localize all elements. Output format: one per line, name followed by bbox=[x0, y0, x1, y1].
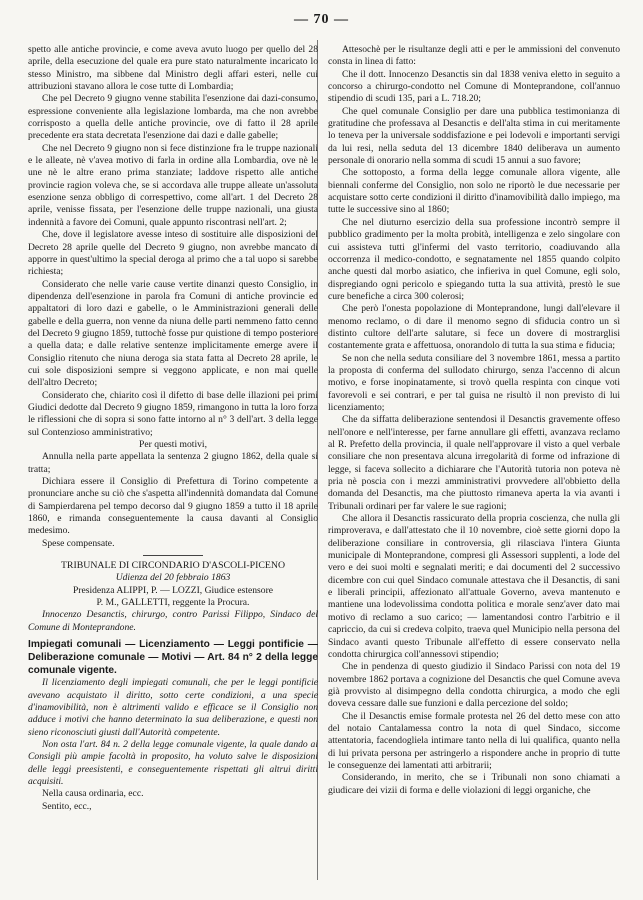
right-column bbox=[328, 44, 620, 797]
section-divider bbox=[143, 555, 203, 556]
closing-line: Sentito, ecc., bbox=[42, 800, 92, 812]
public-ministry: P. M., GALLETTI, reggente la Procura. bbox=[96, 597, 250, 609]
paragraph: Considerato che, chiarito così il difetto di base delle illazioni pei primi Giudici dedotte dal Decreto 9 giugno 1859, rimangono in tutta la loro forza le riflessioni che di sopra si sono fatte intorno al n° 3 dell'art. 3 della legge sul Contenzioso amministrativo; bbox=[28, 389, 318, 438]
hearing-date: Udienza del 20 febbraio 1863 bbox=[115, 572, 231, 584]
paragraph: Che pel Decreto 9 giugno venne stabilita l'esenzione dai dazi-consumo, espressione conveniente alla legislazione lombarda, ma che non avrebbe corrisposto a quella delle antiche provincie, ove di fatto il 28 aprile precedente era stata decretata l'esenzione dai dazi e dalle gabelle; bbox=[28, 93, 318, 142]
paragraph: Spese compensate. bbox=[42, 537, 115, 549]
paragraph: Che sottoposto, a forma della legge comunale allora vigente, alle biennali conferme del Consiglio, non solo ne riportò le due necessarie per acquistare sotto certe condizioni il diritto d'inamovibilità dallo impiego, ma tutte le successive sino al 1860; bbox=[328, 167, 620, 216]
paragraph: Che, dove il legislatore avesse inteso di sostituire alle disposizioni del Decreto 28 aprile quelle del Decreto 9 giugno, non avrebbe mancato di apporre in quest'ultimo la special deroga al primo che a tal uopo si sarebbe richiesta; bbox=[28, 229, 318, 278]
paragraph: Dichiara essere il Consiglio di Prefettura di Torino competente a pronunciare anche su ciò che s'aspetta all'indennità domandata dal Comune di Sampierdarena pel tempo decorso dal 9 giugno 1859 a tutto il 18 aprile 1860, e rimanda conseguentemente la causa davanti al Consiglio medesimo. bbox=[28, 476, 318, 537]
presidency: Presidenza ALIPPI, P. — LOZZI, Giudice estensore bbox=[72, 584, 274, 596]
paragraph: Considerando, in merito, che se i Tribunali non sono chiamati a giudicare dei vizii di forma e delle violazioni di leggi organiche, che bbox=[328, 772, 620, 796]
paragraph: Che allora il Desanctis rassicurato della propria coscienza, che nulla gli rimproverava, e dall'attestato che il 10 novembre, cioè sette giorni dopo la deliberazione consiliare in controversia, gli rilasciava l'intera Giunta municipale di Monteprandone, compresi gli Assessori supplenti, a lode del vero e dei suoi molti e segnalati meriti; e dai documenti del 2 successivo dicembre con cui quel Sindaco comunale attestava che il Desanctis, di sani e liberali principii, affezionato all'attuale Governo, aveva mantenuto e mantiene una lodevolissima condotta politica e morale senz'aver dato mai motivo di reclamo a suo carico; — lamentandosi contro l'arbitrio e il capriccio, da cui si credeva colpito, traeva quel Municipio nella persona del Sindaco avanti questo Tribunale all'effetto di essere conservato nella condotta chirurgica coll'annessovi stipendio; bbox=[328, 513, 620, 660]
paragraph: spetto alle antiche provincie, e come aveva avuto luogo per quello del 28 aprile, della esecuzione del quale era pure stato naturalmente incaricato lo stesso Ministro, ma sibbene dal Ministro degli affari esteri, nelle cui attribuzioni stavano allora le cose tutte di Lombardia; bbox=[28, 44, 318, 93]
paragraph: Se non che nella seduta consiliare del 3 novembre 1861, messa a partito la proposta di conferma del sullodato chirurgo, senza l'accenno di alcun motivo, e forse inopinatamente, si trovò quella respinta con cinque voti favorevoli e sei contrari, e per tal guisa ne risultò il non previsto di lui licenziamento; bbox=[328, 352, 620, 413]
paragraph: Annulla nella parte appellata la sentenza 2 giugno 1862, della quale si tratta; bbox=[28, 451, 318, 475]
summary-paragraph: Il licenziamento degli impiegati comunali, che per le leggi pontificie avevano acquistato il diritto, sotto certe condizioni, a una specie d'inamovibilità, non è altrimenti valido e efficace se il Consiglio non adduce i motivi che hanno determinato la sua deliberazione, e questi non sieno riconosciuti giusti dall'Autorità competente. bbox=[28, 677, 318, 738]
paragraph: Che nel Decreto 9 giugno non si fece distinzione fra le truppe nazionali e le alleate, nè v'avea motivo di farla in ordine alla Lombardia, ove nè le une nè le altre erano prima stanziate; laddove rispetto alle antiche provincie ragion voleva che, se si accordava alle truppe alleate un'assoluta esenzione senza obbligo di correspettivo, come all'art. 1 del Decreto 28 aprile, venisse fissata, per l'esenzione delle truppe nazionali, una giusta indennità a favore dei Comuni, quale appunto riscontrasi nell'art. 2; bbox=[28, 142, 318, 228]
per-questi-motivi: Per questi motivi, bbox=[139, 439, 207, 450]
paragraph: Considerato che nelle varie cause vertite dinanzi questo Consiglio, in dipendenza dell'esenzione in parola fra Comuni di antiche provincie ed appaltatori di loro dazi e gabelle, o le Amministrazioni generali delle gabelle e della guerra, non venne da niuna delle parti nemmeno fatto cenno del Decreto 9 giugno 1859, tuttochè fosse pur quistione di tempo posteriore a quella data; e dalle relative sentenze implicitamente emerge avere il Consiglio ritenuto che niuna deroga sia stata fatta al Decreto 28 aprile, le cui sole disposizioni sempre si veggono applicate, e non mai quelle dell'altro Decreto; bbox=[28, 278, 318, 389]
paragraph: Che però l'onesta popolazione di Monteprandone, lungi dall'elevare il menomo reclamo, o di dare il menomo segno di sfiducia contro un sì distinto cultore dell'arte salutare, si fece un dovere di mostrarglisi costantemente grata e affettuosa, onorandolo di tutta la sua stima e fiducia; bbox=[328, 303, 620, 352]
paragraph: Che da siffatta deliberazione sentendosi il Desanctis gravemente offeso nell'onore e nell'interesse, per farne annullare gli effetti, avanzava reclamo al R. Prefetto della provincia, il quale nell'approvare il visto a quel verbale consiliare che non presentava alcuna irregolarità di forme od infrazione di legge, si faceva sollecito a dichiarare che l'Autorità tutoria non poteva nè pria nè poscia con i mezzi amministrativi provvedere all'obbietto della domanda del Desanctis, ma che piuttosto rimaneva aperta la via avanti i Tribunali ordinari per far valere le sue ragioni; bbox=[328, 414, 620, 512]
left-column bbox=[28, 44, 318, 813]
paragraph: Che il dott. Innocenzo Desanctis sin dal 1838 veniva eletto in seguito a concorso a chirurgo-condotto nel Comune di Monteprandone, coll'annuo stipendio di scudi 135, pari a L. 718.20; bbox=[328, 68, 620, 105]
page-number: — 70 — bbox=[294, 12, 349, 27]
parties: Innocenzo Desanctis, chirurgo, contro Parissi Filippo, Sindaco del Comune di Monteprandone. bbox=[28, 609, 318, 633]
closing-line: Nella causa ordinaria, ecc. bbox=[42, 788, 144, 800]
case-headnote: Impiegati comunali — Licenziamento — Leggi pontificie — Deliberazione comunale — Motivi — Art. 84 n° 2 della legge comunale vigente. bbox=[28, 639, 318, 677]
paragraph: Che in pendenza di questo giudizio il Sindaco Parissi con nota del 19 novembre 1862 portava a cognizione del Desanctis che quel Comune aveva già provvisto al disimpegno della condotta chirurgica, a modo che egli doveva cessare dalle sue funzioni e dalla percezione del soldo; bbox=[328, 661, 620, 710]
paragraph: Che nel diuturno esercizio della sua professione incontrò sempre il pubblico gradimento per la molta probità, intelligenza e zelo singolare con cui assisteva tutti gl'infermi del vasto territorio, coadiuvando alla occorrenza il medico-condotto, e segnatamente nel 1855 quando colpito anche questi dal morbo asiatico, che infieriva in quel Comune, egli solo, dispregiando ogni pericolo e spiegando tutta la sua attività, prestò le sue cure benefiche a circa 300 colerosi; bbox=[328, 216, 620, 302]
paragraph: Che il Desanctis emise formale protesta nel 26 del detto mese con atto del notaio Cantalamessa contro la nota di quel Sindaco, siccome attentatoria, facendogliela intimare tanto nella di lui qualifica, quanto nella di lui privata persona per astringerlo a rispondere anche in proprio di tutte le conseguenze dei lamentati atti arbitrarii; bbox=[328, 710, 620, 771]
tribunal-heading: TRIBUNALE DI CIRCONDARIO D'ASCOLI-PICENO bbox=[60, 560, 286, 572]
paragraph: Attesochè per le risultanze degli atti e per le ammissioni del convenuto consta in linea di fatto: bbox=[328, 44, 620, 68]
paragraph: Che quel comunale Consiglio per dare una pubblica testimonianza di gratitudine che professava al Desanctis e dell'alta stima in cui meritamente lo teneva per la universale soddisfazione e pei lodevoli e importanti servigi da lui resi, nella seduta del 13 dicembre 1840 deliberava un aumento personale di onorario nella somma di scudi 15 annui a suo favore; bbox=[328, 105, 620, 167]
summary-paragraph: Non osta l'art. 84 n. 2 della legge comunale vigente, la quale dando ai Consigli più ampie facoltà in proposito, ha voluto salve le disposizioni delle leggi preesistenti, e conseguentemente rispettati gli altrui diritti acquisiti. bbox=[28, 738, 318, 787]
